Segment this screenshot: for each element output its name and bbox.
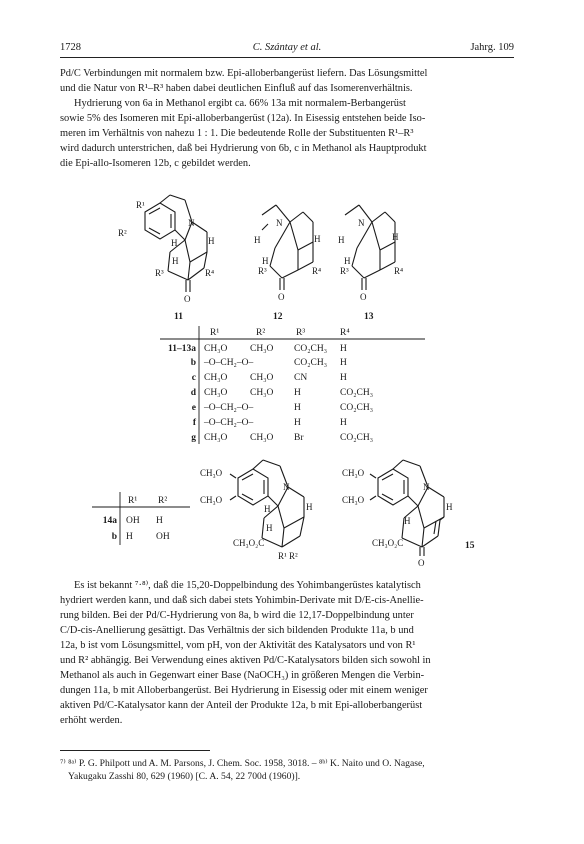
label-ch3o: CH₃O xyxy=(342,495,365,505)
label-n: N xyxy=(283,482,290,492)
table-cell: CH₃O xyxy=(204,344,228,354)
label-r3: R³ xyxy=(258,266,267,276)
text-line: erhöht werden. xyxy=(60,715,123,726)
label-o: O xyxy=(278,292,285,302)
substituent-table-2 xyxy=(92,492,190,545)
compound-label-13: 13 xyxy=(364,312,374,322)
row-label: 14a xyxy=(102,516,117,526)
table-cell: H xyxy=(340,358,347,368)
table-row xyxy=(192,373,347,383)
table-header-cell: R¹ xyxy=(210,328,220,338)
label-h: H xyxy=(404,516,411,526)
table-row xyxy=(168,344,347,354)
label-h: H xyxy=(306,502,313,512)
table-cell: CH₃O xyxy=(204,388,228,398)
text-line: 12a, b ist vom Lösungsmittel, vom pH, von der Aktivität des Katalysators und von R¹ xyxy=(60,640,416,651)
text-line: Methanol als auch in Gegenwart einer Base (NaOCH₃) in größeren Mengen die Verbin- xyxy=(60,670,425,681)
table-row xyxy=(191,358,347,368)
compound-label-12: 12 xyxy=(273,312,283,322)
label-h: H xyxy=(392,232,399,242)
row-label: b xyxy=(190,358,196,368)
table-cell: H xyxy=(294,418,301,428)
label-r3: R³ xyxy=(340,266,349,276)
table-cell: H xyxy=(340,373,347,383)
table-header-cell: R² xyxy=(256,328,266,338)
footnote-rule xyxy=(60,750,210,751)
text-line: die Epi-allo-Isomeren 12b, c gebildet werden. xyxy=(60,158,251,169)
row-label: b xyxy=(111,532,117,542)
page-number: 1728 xyxy=(60,42,81,53)
table-cell: CH₃O xyxy=(204,373,228,383)
table-cell: CH₃O xyxy=(250,433,274,443)
table-row xyxy=(191,388,373,398)
structure-12-labels xyxy=(254,218,321,322)
row-label: c xyxy=(191,373,196,383)
table-cell: CH₃O xyxy=(250,344,274,354)
label-ch3o2c: CH₃O₂C xyxy=(233,538,265,548)
text-line: und R² abhängig. Bei Verwendung eines aktiven Pd/C-Katalysators bilden sich sowohl in xyxy=(60,655,431,666)
label-o: O xyxy=(418,558,425,568)
table-cell: H xyxy=(294,388,301,398)
table-cell: –O–CH₂–O– xyxy=(204,403,254,413)
table-header-cell: R¹ xyxy=(128,496,138,506)
text-line: dungen 11a, b mit Alloberbangerüst. Bei Hydrierung in Eisessig oder mit einem weniger xyxy=(60,685,428,696)
structure-11-labels xyxy=(118,200,215,322)
label-n: N xyxy=(423,482,430,492)
label-h: H xyxy=(266,523,273,533)
label-h: H xyxy=(338,235,345,245)
label-r4: R⁴ xyxy=(205,268,215,278)
table-cell: CO₂CH₃ xyxy=(340,433,374,443)
label-n: N xyxy=(188,218,195,228)
row-label: f xyxy=(192,418,196,428)
table-row xyxy=(103,516,163,526)
table-cell: CH₃O xyxy=(250,373,274,383)
table-header-cell: R² xyxy=(158,496,168,506)
label-o: O xyxy=(360,292,367,302)
table-cell: H xyxy=(156,516,163,526)
structure-13-bonds xyxy=(345,205,395,290)
text-line: Pd/C Verbindungen mit normalem bzw. Epi-alloberbangerüst liefern. Das Lösungsmittel xyxy=(60,68,428,79)
table-cell: OH xyxy=(126,516,140,526)
footnote-line: Yakugaku Zasshi 80, 629 (1960) [C. A. 54, 22 700d (1960)]. xyxy=(68,771,301,782)
text-line: C/D-cis-Anellierung gesättigt. Das Verhältnis der sich bildenden Produkte 11a, b und xyxy=(60,625,414,636)
table-cell: CH₃O xyxy=(250,388,274,398)
footnotes xyxy=(60,757,514,783)
table-header-row xyxy=(210,328,350,338)
text-line: Hydrierung von 6a in Methanol ergibt ca. 66% 13a mit normalem-Berbangerüst xyxy=(74,98,406,109)
table-cell: H xyxy=(126,532,133,542)
structure-12-bonds xyxy=(262,205,313,290)
label-h: H xyxy=(262,256,269,266)
label-r3: R³ xyxy=(155,268,164,278)
table-cell: CO₂CH₃ xyxy=(340,388,374,398)
table-cell: –O–CH₂–O– xyxy=(204,418,254,428)
label-n: N xyxy=(276,218,283,228)
text-line: rung bilden. Bei der Pd/C-Hydrierung von 8a, b wird die 12,17-Doppelbindung unter xyxy=(60,610,414,621)
table-cell: –O–CH₂–O– xyxy=(204,358,254,368)
text-line: sowie 5% des Isomeren mit Epi-alloberbangerüst (12a). In Eisessig entstehen beide Iso- xyxy=(60,113,426,124)
text-line: wird dadurch unterstrichen, daß bei Hydrierung von 6b, c in Methanol als Hauptprodukt xyxy=(60,143,427,154)
table-cell: H xyxy=(340,418,347,428)
label-r4: R⁴ xyxy=(312,266,322,276)
body-paragraph xyxy=(60,578,514,728)
text-line: und die Natur von R¹–R³ haben dabei deutlichen Einfluß auf das Isomerenverhältnis. xyxy=(60,83,413,94)
substituent-table-1 xyxy=(160,326,425,444)
label-r4: R⁴ xyxy=(394,266,404,276)
label-h: H xyxy=(171,238,178,248)
table-cell: CO₂CH₃ xyxy=(340,403,374,413)
table-row xyxy=(193,418,347,428)
text-line: meren im Verhältnis von nahezu 1 : 1. Die bedeutende Rolle der Substituenten R¹–R³ xyxy=(60,128,414,139)
table-cell: OH xyxy=(156,532,170,542)
text-line: hydriert werden kann, und daß sich dabei stets Yohimbin-Derivate mit D/E-cis-Anellie- xyxy=(60,595,424,606)
table-header-cell: R³ xyxy=(296,328,306,338)
table-row xyxy=(191,433,373,443)
table-header-row xyxy=(128,496,167,506)
label-ch3o: CH₃O xyxy=(200,495,223,505)
label-h: H xyxy=(254,235,261,245)
row-label: g xyxy=(191,433,196,443)
table-cell: Br xyxy=(294,433,304,443)
table-header-cell: R⁴ xyxy=(340,328,350,338)
label-h: H xyxy=(446,502,453,512)
label-h: H xyxy=(314,234,321,244)
label-n: N xyxy=(358,218,365,228)
label-h: H xyxy=(344,256,351,266)
label-h: H xyxy=(172,256,179,266)
label-ch3o: CH₃O xyxy=(342,468,365,478)
table-cell: CN xyxy=(294,373,308,383)
structure-14-labels xyxy=(200,468,313,561)
compound-label-11: 11 xyxy=(174,312,183,322)
table-cell: CO₂CH₃ xyxy=(294,358,328,368)
table-cell: CO₂CH₃ xyxy=(294,344,328,354)
compound-label-15: 15 xyxy=(465,541,475,551)
structure-13-labels xyxy=(338,218,403,322)
label-r1r2: R¹ R² xyxy=(278,551,298,561)
label-h: H xyxy=(264,504,271,514)
row-label: d xyxy=(190,388,196,398)
running-authors: C. Szántay et al. xyxy=(252,42,322,53)
table-row xyxy=(192,403,373,413)
label-r1: R¹ xyxy=(136,200,145,210)
text-line: Es ist bekannt ⁷·⁸⁾, daß die 15,20-Doppelbindung des Yohimbangerüstes katalytisch xyxy=(74,580,421,591)
label-r2: R² xyxy=(118,228,127,238)
label-h: H xyxy=(208,236,215,246)
label-ch3o2c: CH₃O₂C xyxy=(372,538,404,548)
label-ch3o: CH₃O xyxy=(200,468,223,478)
table-cell: H xyxy=(294,403,301,413)
label-o: O xyxy=(184,294,191,304)
footnote-line: ⁷⁾ ⁸ᵃ⁾ P. G. Philpott und A. M. Parsons, J. Chem. Soc. 1958, 3018. – ⁸ᵇ⁾ K. Naito und O. Nagase, xyxy=(60,758,425,769)
table-cell: CH₃O xyxy=(204,433,228,443)
row-label: 11–13a xyxy=(168,344,196,354)
text-line: aktiven Pd/C-Katalysator kann der Anteil der Produkte 12a, b mit Epi-alloberbangerüst xyxy=(60,700,423,711)
row-label: e xyxy=(191,403,196,413)
table-cell: H xyxy=(340,344,347,354)
journal-volume: Jahrg. 109 xyxy=(470,42,514,53)
